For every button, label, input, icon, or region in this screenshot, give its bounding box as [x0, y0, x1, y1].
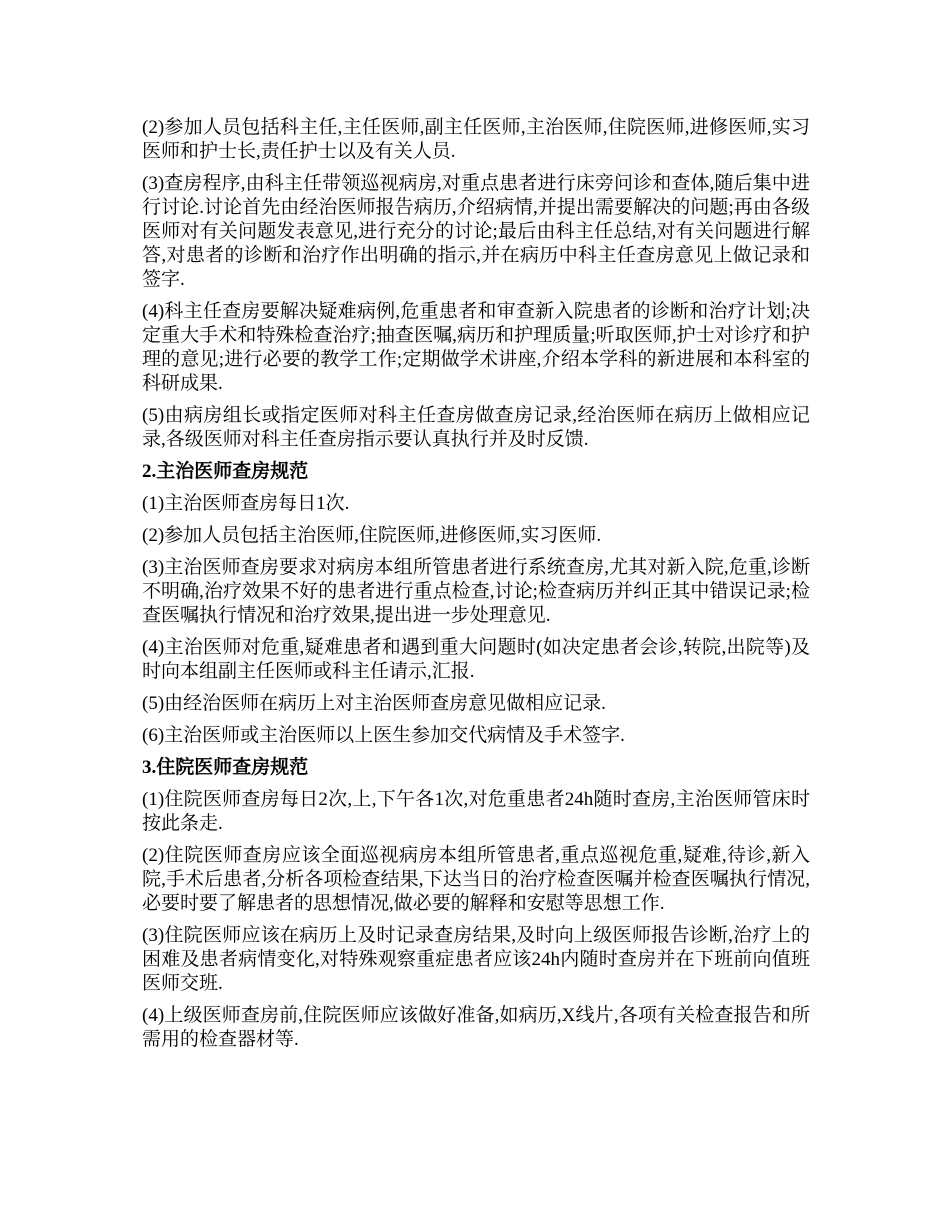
paragraph: (6)主治医师或主治医师以上医生参加交代病情及手术签字.	[142, 725, 625, 746]
paragraph: (1)住院医师查房每日2次,上,下午各1次,对危重患者24h随时查房,主治医师管床时按此条走.	[142, 789, 810, 834]
paragraph: (1)主治医师查房每日1次.	[142, 493, 350, 514]
paragraph: (3)住院医师应该在病历上及时记录查房结果,及时向上级医师报告诊断,治疗上的困难及患者病情变化,对特殊观察重症患者应该24h内随时查房并在下班前向值班医师交班.	[142, 925, 810, 994]
document-page	[142, 116, 810, 1060]
paragraph: (2)参加人员包括科主任,主任医师,副主任医师,主治医师,住院医师,进修医师,实习医师和护士长,责任护士以及有关人员.	[142, 117, 810, 162]
paragraph: (5)由病房组长或指定医师对科主任查房做查房记录,经治医师在病历上做相应记录,各级医师对科主任查房指示要认真执行并及时反馈.	[142, 405, 810, 450]
paragraph: (4)主治医师对危重,疑难患者和遇到重大问题时(如决定患者会诊,转院,出院等)及时向本组副主任医师或科主任请示,汇报.	[142, 637, 810, 682]
paragraph: (4)科主任查房要解决疑难病例,危重患者和审查新入院患者的诊断和治疗计划;决定重大手术和特殊检查治疗;抽查医嘱,病历和护理质量;听取医师,护士对诊疗和护理的意见;进行必要的教学工作;定期做学术讲座,介绍本学科的新进展和本科室的科研成果.	[142, 301, 810, 394]
paragraph: (4)上级医师查房前,住院医师应该做好准备,如病历,X线片,各项有关检查报告和所需用的检查器材等.	[142, 1005, 810, 1050]
section-heading: 2.主治医师查房规范	[142, 461, 309, 482]
section-heading: 3.住院医师查房规范	[142, 757, 309, 778]
paragraph: (2)住院医师查房应该全面巡视病房本组所管患者,重点巡视危重,疑难,待诊,新入院,手术后患者,分析各项检查结果,下达当日的治疗检查医嘱并检查医嘱执行情况,必要时要了解患者的思想情况,做必要的解释和安慰等思想工作.	[142, 845, 810, 914]
paragraph: (3)查房程序,由科主任带领巡视病房,对重点患者进行床旁问诊和查体,随后集中进行讨论.讨论首先由经治医师报告病历,介绍病情,并提出需要解决的问题;再由各级医师对有关问题发表意见,进行充分的讨论;最后由科主任总结,对有关问题进行解答,对患者的诊断和治疗作出明确的指示,并在病历中科主任查房意见上做记录和签字.	[142, 173, 810, 290]
paragraph: (5)由经治医师在病历上对主治医师查房意见做相应记录.	[142, 693, 606, 714]
paragraph: (2)参加人员包括主治医师,住院医师,进修医师,实习医师.	[142, 525, 602, 546]
paragraph: (3)主治医师查房要求对病房本组所管患者进行系统查房,尤其对新入院,危重,诊断不明确,治疗效果不好的患者进行重点检查,讨论;检查病历并纠正其中错误记录;检查医嘱执行情况和治疗效果,提出进一步处理意见.	[142, 557, 810, 626]
